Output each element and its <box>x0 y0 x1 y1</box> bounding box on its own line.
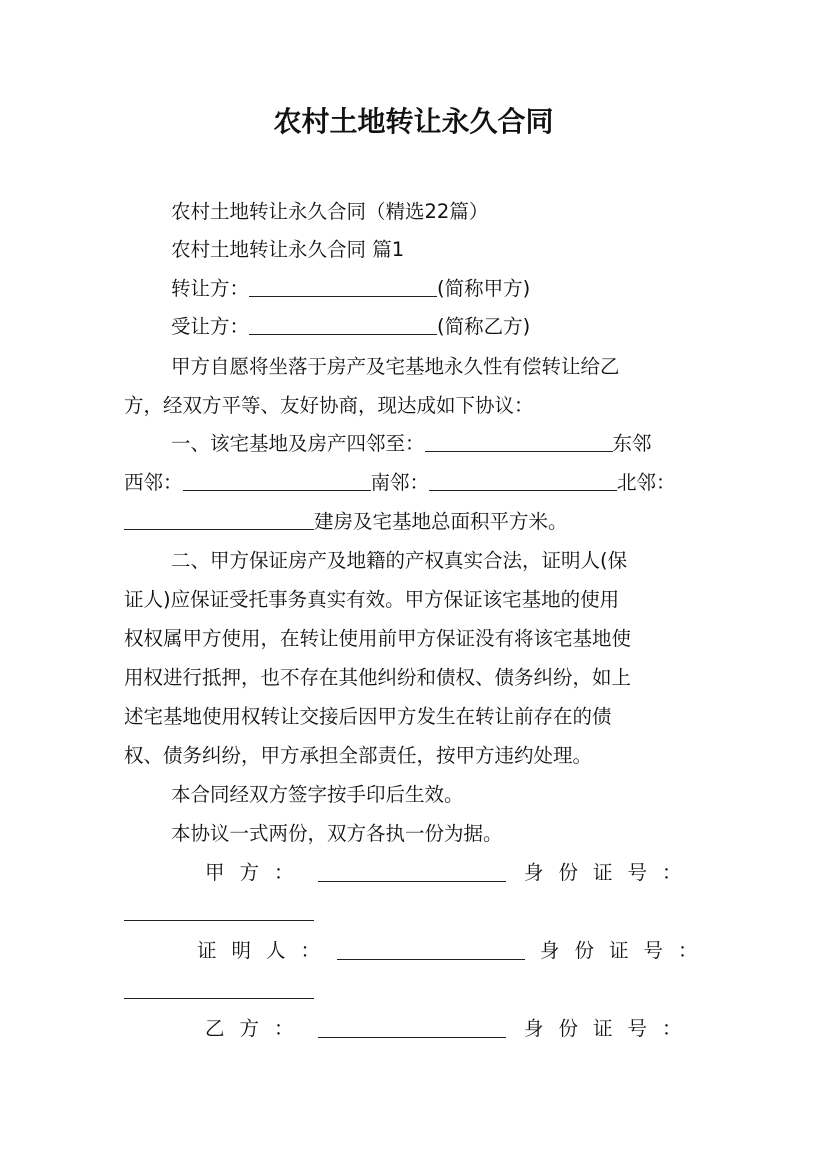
party-b-sign-blank <box>318 1015 506 1038</box>
area-text: 建房及宅基地总面积平方米。 <box>314 510 568 533</box>
clause2-line-1: 二、甲方保证房产及地籍的产权真实合法，证明人(保 <box>171 549 628 572</box>
chapter-heading: 农村土地转让永久合同 篇1 <box>171 238 405 261</box>
west-neighbor-label: 西邻： <box>124 471 183 494</box>
neighbor-east-blank <box>425 429 613 452</box>
transferee-label: 受让方： <box>171 315 250 338</box>
east-neighbor-label: 东邻 <box>612 432 652 455</box>
neighbor-west-blank <box>183 468 371 491</box>
party-b-sign-label: 乙方： <box>205 1017 309 1040</box>
neighbor-south-blank <box>429 468 617 491</box>
document-title: 农村土地转让永久合同 <box>273 105 554 138</box>
clause1-prefix: 一、该宅基地及房产四邻至： <box>171 432 425 455</box>
transferor-suffix: (简称甲方) <box>437 277 531 300</box>
transferor-label: 转让方： <box>171 277 250 300</box>
clause2-line-5: 述宅基地使用权转让交接后因甲方发生在转让前存在的债 <box>124 705 612 728</box>
clause2-line-6: 权、债务纠纷，甲方承担全部责任，按甲方违约处理。 <box>124 744 593 767</box>
party-a-id-label: 身份证号： <box>524 861 697 884</box>
south-neighbor-label: 南邻： <box>370 471 430 494</box>
transferee-line <box>171 311 530 343</box>
party-a-sign-label: 甲方： <box>205 861 309 884</box>
document-subtitle: 农村土地转让永久合同（精选22篇） <box>171 200 489 223</box>
witness-id-label: 身份证号： <box>540 939 713 962</box>
clause1-line-1 <box>171 428 652 460</box>
transferee-blank <box>249 312 437 335</box>
transferor-line <box>171 273 530 305</box>
transferee-suffix: (简称乙方) <box>437 315 531 338</box>
party-a-sign-blank <box>318 859 506 882</box>
effective-clause: 本合同经双方签字按手印后生效。 <box>171 783 464 806</box>
witness-sign-blank <box>337 937 525 960</box>
intro-line-1: 甲方自愿将坐落于房产及宅基地永久性有偿转让给乙 <box>171 355 620 378</box>
witness-sign-label: 证明人： <box>197 939 336 962</box>
transferor-blank <box>249 274 437 297</box>
intro-line-2: 方，经双方平等、友好协商，现达成如下协议： <box>124 394 534 417</box>
clause2-line-2: 证人)应保证受托事务真实有效。甲方保证该宅基地的使用 <box>124 588 620 611</box>
clause2-line-3: 权权属甲方使用，在转让使用前甲方保证没有将该宅基地使 <box>124 627 632 650</box>
witness-id-blank <box>124 976 314 999</box>
north-neighbor-label: 北邻： <box>617 471 676 494</box>
party-b-id-label: 身份证号： <box>524 1017 697 1040</box>
clause2-line-4: 用权进行抵押，也不存在其他纠纷和债权、债务纠纷，如上 <box>124 666 632 689</box>
party-a-id-blank <box>124 898 314 921</box>
clause1-line-2 <box>124 467 676 499</box>
copies-clause: 本协议一式两份，双方各执一份为据。 <box>171 822 503 845</box>
clause1-line-3 <box>124 506 568 538</box>
area-blank <box>124 507 314 530</box>
